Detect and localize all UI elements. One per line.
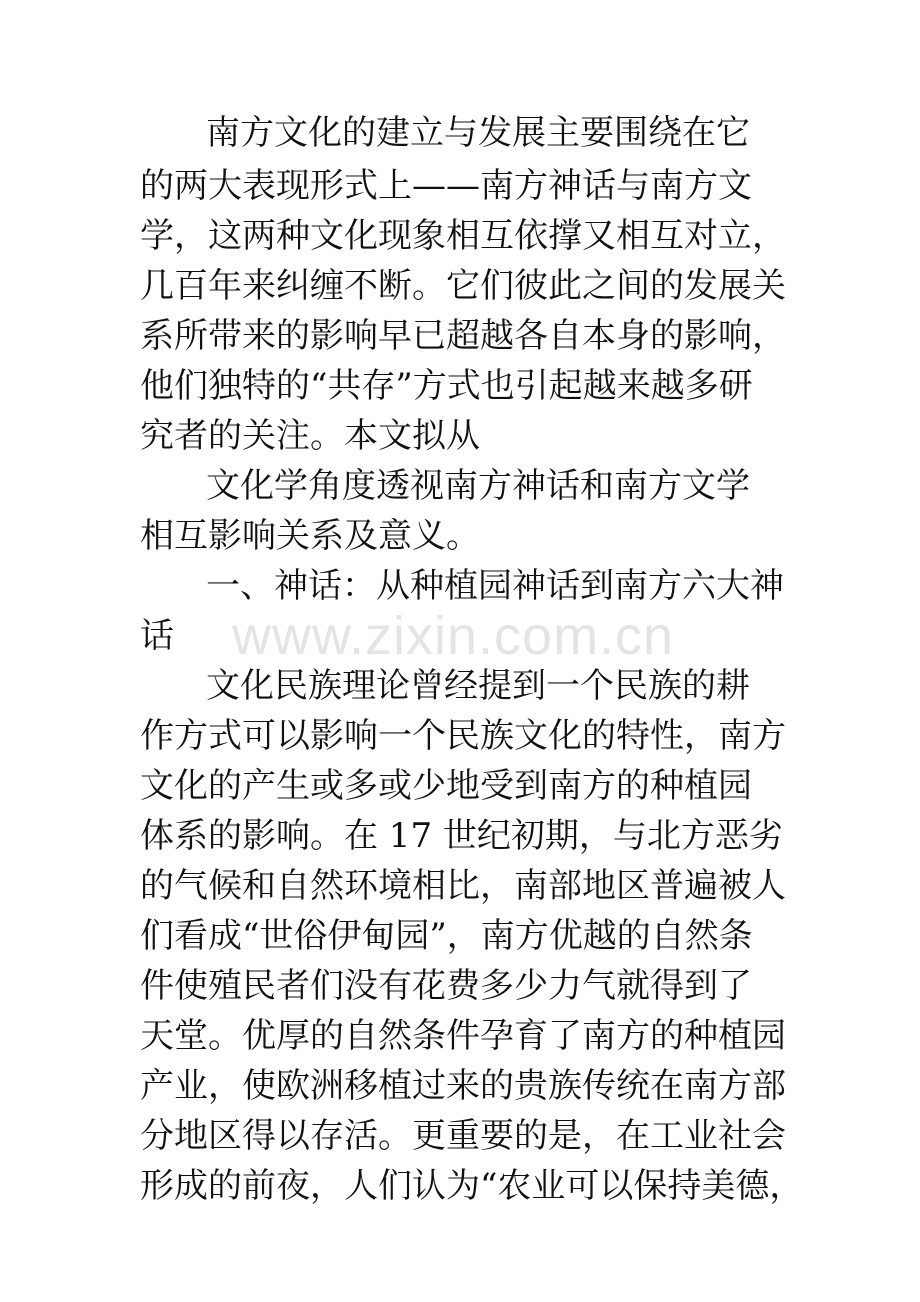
text-line-content: 形成的前夜，人们认为“农业可以保持美德， (140, 1166, 804, 1206)
text-line-content: 南方文化的建立与发展主要围绕在它 (206, 113, 750, 153)
text-line (0, 764, 920, 808)
text-line-content: 产业，使欧洲移植过来的贵族传统在南方部 (140, 1066, 786, 1106)
text-line-content: 系所带来的影响早已超越各自本身的影响， (140, 316, 786, 356)
text-line-content: 相互影响关系及意义。 (140, 516, 480, 556)
text-line (0, 1164, 920, 1208)
text-line (0, 414, 920, 458)
text-line-content: 的气候和自然环境相比，南部地区普遍被人 (140, 866, 786, 906)
text-line (0, 111, 920, 155)
text-line (0, 714, 920, 758)
text-line-content: 文化学角度透视南方神话和南方文学 (206, 466, 750, 506)
text-line-content: 体系的影响。在 17 世纪初期，与北方恶劣 (140, 816, 783, 856)
text-line (0, 964, 920, 1008)
section-heading-text: 一、神话：从种植园神话到南方六大神 (206, 566, 784, 606)
text-line (0, 864, 920, 908)
text-line-content: 文化的产生或多或少地受到南方的种植园 (140, 766, 752, 806)
text-line-content: 件使殖民者们没有花费多少力气就得到了 (140, 966, 752, 1006)
text-line (0, 1114, 920, 1158)
text-line (0, 464, 920, 508)
text-line-content: 究者的关注。本文拟从 (140, 416, 480, 456)
text-line-content: 们看成“世俗伊甸园”，南方优越的自然条 (140, 916, 753, 956)
text-line (0, 814, 920, 858)
text-line (0, 364, 920, 408)
text-line-content: 几百年来纠缠不断。它们彼此之间的发展关 (140, 266, 786, 306)
text-line (0, 914, 920, 958)
text-line (0, 1014, 920, 1058)
text-line (0, 664, 920, 708)
text-line-content: 学，这两种文化现象相互依撑又相互对立， (140, 216, 786, 256)
text-line-content: 分地区得以存活。更重要的是，在工业社会 (140, 1116, 786, 1156)
text-line (0, 264, 920, 308)
text-line (0, 164, 920, 208)
section-heading-text: 话 (140, 616, 174, 656)
text-line (0, 514, 920, 558)
text-line (0, 1064, 920, 1108)
text-line (0, 214, 920, 258)
text-line-content: 作方式可以影响一个民族文化的特性，南方 (140, 716, 786, 756)
text-line-content: 的两大表现形式上——南方神话与南方文 (140, 166, 752, 206)
section-heading-line (0, 564, 920, 608)
text-line-content: 天堂。优厚的自然条件孕育了南方的种植园 (140, 1016, 786, 1056)
text-line-content: 他们独特的“共存”方式也引起越来越多研 (140, 366, 753, 406)
watermark: www.zixin.com.cn (232, 606, 675, 666)
text-line (0, 314, 920, 358)
text-line-content: 文化民族理论曾经提到一个民族的耕 (206, 666, 750, 706)
